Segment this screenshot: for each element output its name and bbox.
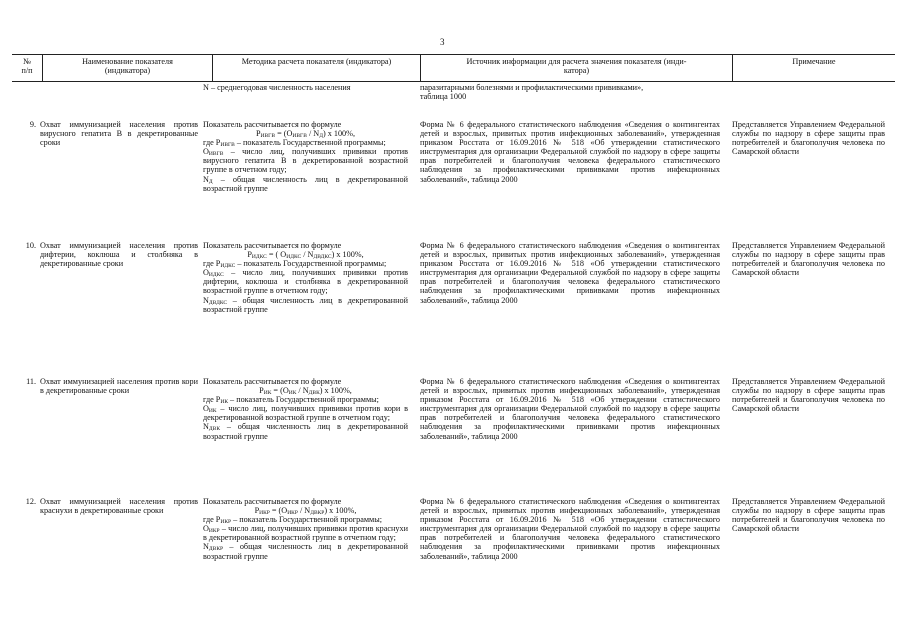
formula — [203, 386, 408, 395]
header-note: Примечание — [732, 55, 895, 81]
formula — [203, 250, 408, 259]
formula-part: P — [254, 506, 260, 516]
information-source: Форма № 6 федерального статистического наблюдения «Сведения о контингентах детей и взрослых, привитых против инфекционных заболеваний», утвержденная приказом Росстата от 16.09.2016 № 518 «Об утверждении статистического инструментария для организации Федеральной службой по надзору в сфере защиты прав потребителей и благополучия человека федерального статистического наблюдения за профилактическими прививками против инфекционных заболеваний», таблица 2000 — [420, 377, 720, 441]
formula-part: / N — [296, 386, 309, 396]
variable-subscript: ИДКС — [220, 263, 236, 270]
variable-description: – общая численность лиц в декретированной возрастной группе — [203, 422, 408, 441]
formula-part: = (O — [269, 506, 288, 516]
variable-symbol: N — [203, 542, 209, 552]
formula-part: P — [247, 250, 252, 260]
variable-definition — [203, 296, 408, 314]
variable-symbol: N — [203, 295, 209, 305]
indicator-name: Охват иммунизацией населения против кори в декретированные сроки — [40, 377, 198, 396]
variable-definition — [203, 515, 408, 524]
variable-definition — [203, 395, 408, 404]
variable-subscript: ДВКР — [208, 546, 224, 553]
formula — [203, 506, 408, 515]
variable-definition — [203, 524, 408, 542]
variable-symbol: N — [203, 422, 209, 432]
formula — [203, 129, 408, 138]
indicator-name: Охват иммунизацией населения против дифтерии, коклюша и столбняка в декретированные сроки — [40, 241, 198, 269]
information-source: Форма № 6 федерального статистического наблюдения «Сведения о контингентах детей и взрослых, привитых против инфекционных заболеваний», утвержденная приказом Росстата от 16.09.2016 № 518 «Об утверждении статистического инструментария для организации Федеральной службой по надзору в сфере защиты прав потребителей и благополучия человека федерального статистического наблюдения за профилактическими прививками против инфекционных заболеваний», таблица 2000 — [420, 241, 720, 305]
variable-symbol: O — [203, 404, 209, 414]
header-method: Методика расчета показателя (индикатора) — [212, 55, 420, 81]
formula-intro: Показатель рассчитывается по формуле — [203, 377, 342, 386]
variable-subscript: ДВДКС — [208, 299, 228, 306]
variable-definition — [203, 259, 408, 268]
formula-part: ) х 100%, — [324, 506, 357, 516]
calculation-method — [203, 497, 408, 561]
header-source: Источник информации для расчета значения показателя (инди- катора) — [420, 55, 732, 81]
formula-part: / N — [306, 129, 320, 139]
note: Представляется Управлением Федеральной службы по надзору в сфере защиты прав потребителей и благополучия человека по Самарской области — [732, 377, 885, 414]
variable-definition — [203, 147, 408, 174]
variable-subscript: Д — [208, 178, 213, 185]
variable-symbol: где P — [203, 395, 221, 405]
variable-symbol: где P — [203, 515, 221, 525]
note: Представляется Управлением Федеральной службы по надзору в сфере защиты прав потребителей и благополучия человека по Самарской области — [732, 120, 885, 157]
formula-subscript: Д — [319, 133, 323, 140]
indicator-name: Охват иммунизацией населения против краснухи в декретированные сроки — [40, 497, 198, 516]
formula-intro: Показатель рассчитывается по формуле — [203, 241, 342, 250]
carry-method: N – среднегодовая численность населения — [203, 83, 351, 92]
note: Представляется Управлением Федеральной службы по надзору в сфере защиты прав потребителей и благополучия человека по Самарской области — [732, 497, 885, 534]
variable-subscript: ИВГВ — [208, 151, 224, 158]
formula-subscript: ИВГВ — [260, 133, 276, 140]
page-number: 3 — [440, 37, 445, 47]
variable-description: – показатель Государственной программы; — [231, 515, 382, 525]
variable-symbol: O — [203, 147, 209, 157]
variable-subscript: ИК — [208, 408, 217, 415]
variable-symbol: где P — [203, 259, 221, 269]
variable-definition — [203, 268, 408, 295]
variable-description: – показатель Государственной программы; — [228, 395, 379, 405]
variable-description: – общая численность лиц в декретированной возрастной группе — [203, 542, 408, 561]
row-number: 10. — [25, 241, 36, 250]
information-source: Форма № 6 федерального статистического наблюдения «Сведения о контингентах детей и взрослых, привитых против инфекционных заболеваний», утвержденная приказом Росстата от 16.09.2016 № 518 «Об утверждении статистического инструментария для организации Федеральной службой по надзору в сфере защиты прав потребителей и благополучия человека федерального статистического наблюдения за профилактическими прививками против инфекционных заболеваний», таблица 2000 — [420, 120, 720, 184]
variable-subscript: ИКР — [208, 528, 220, 535]
variable-definition — [203, 175, 408, 193]
variable-description: – общая численность лиц в декретированной возрастной группе — [203, 295, 408, 314]
formula-subscript: ИК — [288, 390, 297, 397]
header-num: № п/п — [21, 57, 33, 76]
header-name: Наименование показателя (индикатора) — [42, 55, 212, 81]
variable-symbol: N — [203, 174, 209, 184]
formula-part: = ( O — [266, 250, 287, 260]
formula-subscript: ДВДКС — [313, 254, 332, 261]
variable-symbol: где P — [203, 138, 221, 148]
formula-subscript: ИДКС — [251, 254, 267, 261]
calculation-method — [203, 120, 408, 193]
formula-subscript: ИК — [263, 390, 272, 397]
variable-definition — [203, 422, 408, 440]
variable-description: – число лиц, получивших прививки против кори в декретированной возрастной группе в отчетном году; — [203, 404, 408, 423]
variable-symbol: O — [203, 268, 209, 278]
variable-subscript: ИДКС — [208, 272, 224, 279]
variable-definition — [203, 404, 408, 422]
formula-part: = (O — [275, 129, 293, 139]
formula-part: = (O — [271, 386, 289, 396]
formula-part: P — [255, 129, 261, 139]
formula-intro: Показатель рассчитывается по формуле — [203, 120, 342, 129]
table-header — [12, 54, 895, 82]
formula-part: ) х 100%, — [319, 386, 352, 396]
formula-part: ) х 100%, — [322, 129, 356, 139]
variable-definition — [203, 138, 408, 147]
variable-subscript: ИВГВ — [220, 142, 235, 149]
variable-description: – число лиц, получивших прививки против дифтерии, коклюша и столбняка в декретированной возрастной группе в отчетном году; — [203, 268, 408, 296]
row-number: 9. — [29, 120, 36, 129]
variable-subscript: ИК — [220, 399, 228, 406]
formula-subscript: ИКР — [287, 510, 298, 517]
variable-symbol: O — [203, 524, 209, 534]
variable-subscript: ДВК — [208, 426, 221, 433]
formula-part: ) х 100%, — [331, 250, 364, 260]
formula-intro: Показатель рассчитывается по формуле — [203, 497, 342, 506]
variable-description: – показатель Государственной программы; — [234, 138, 386, 148]
note: Представляется Управлением Федеральной службы по надзору в сфере защиты прав потребителей и благополучия человека по Самарской области — [732, 241, 885, 278]
formula-subscript: ДВК — [308, 390, 320, 397]
carry-source: паразитарными болезнями и профилактическими прививками», таблица 1000 — [420, 83, 644, 102]
variable-description: – общая численность лиц в декретированной возрастной группе — [203, 174, 408, 193]
calculation-method — [203, 377, 408, 441]
variable-description: – число лиц, получивших прививки против вирусного гепатита В в декретированной возрастной группе в отчетном году; — [203, 147, 408, 175]
row-number: 12. — [25, 497, 36, 506]
variable-subscript: ИКР — [220, 519, 232, 526]
formula-subscript: ИКР — [259, 510, 270, 517]
formula-part: / N — [301, 250, 314, 260]
formula-part: / N — [297, 506, 311, 516]
variable-description: – показатель Государственной программы; — [235, 259, 387, 269]
formula-subscript: ИДКС — [286, 254, 302, 261]
variable-description: – число лиц, получивших прививки против краснухи в декретированной возрастной группе в отчетном году; — [203, 524, 408, 543]
variable-definition — [203, 542, 408, 560]
formula-part: P — [259, 386, 264, 396]
information-source: Форма № 6 федерального статистического наблюдения «Сведения о контингентах детей и взрослых, привитых против инфекционных заболеваний», утвержденная приказом Росстата от 16.09.2016 № 518 «Об утверждении статистического инструментария для организации Федеральной службой по надзору в сфере защиты прав потребителей и благополучия человека федерального статистического наблюдения за профилактическими прививками против инфекционных заболеваний», таблица 2000 — [420, 497, 720, 561]
calculation-method — [203, 241, 408, 314]
row-number: 11. — [26, 377, 36, 386]
formula-subscript: ИВГВ — [292, 133, 307, 140]
indicator-name: Охват иммунизацией населения против вирусного гепатита В в декретированные сроки — [40, 120, 198, 148]
formula-subscript: ДВКР — [310, 510, 325, 517]
